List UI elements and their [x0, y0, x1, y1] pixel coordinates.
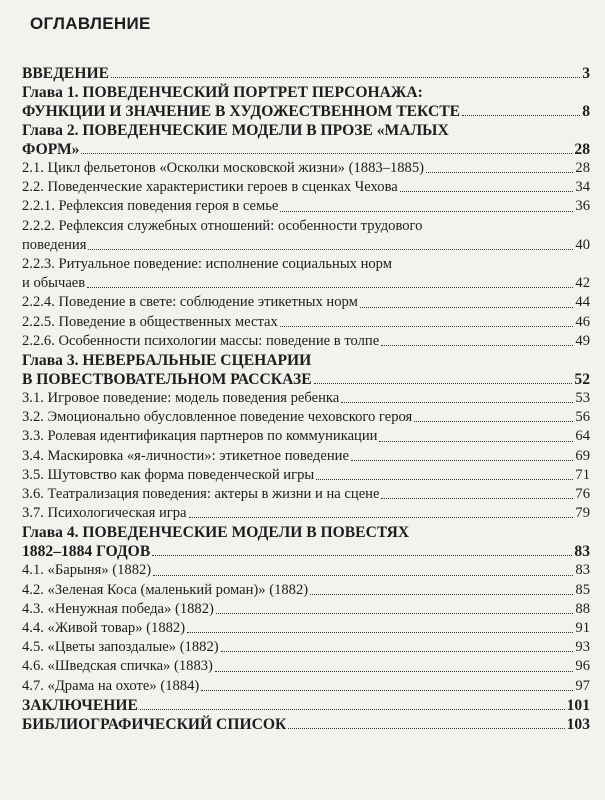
dot-leader — [81, 153, 572, 154]
toc-section-entry — [22, 619, 590, 638]
dot-leader — [88, 249, 573, 250]
toc-chapter-entry — [22, 121, 590, 159]
toc-entry-title: ФОРМ» — [22, 141, 80, 158]
toc-entry-line: 2.2.3. Ритуальное поведение: исполнение социальных норм — [22, 256, 392, 273]
toc-entry-title: 2.2.1. Рефлексия поведения героя в семье — [22, 198, 279, 215]
dot-leader — [414, 421, 573, 422]
dot-leader — [140, 709, 565, 710]
toc-section-entry — [22, 197, 590, 216]
toc-page-number: 46 — [575, 313, 590, 330]
toc-entry-line: 2.2.2. Рефлексия служебных отношений: особенности трудового — [22, 217, 423, 234]
toc-section-entry — [22, 217, 590, 255]
toc-section-entry — [22, 427, 590, 446]
toc-page-number: 44 — [575, 294, 590, 311]
toc-section-entry — [22, 504, 590, 523]
toc-page-number: 34 — [575, 179, 590, 196]
toc-entry-title: 4.6. «Шведская спичка» (1883) — [22, 658, 213, 675]
toc-entry-line: Глава 4. ПОВЕДЕНЧЕСКИЕ МОДЕЛИ В ПОВЕСТЯХ — [22, 524, 410, 542]
toc-section-entry — [22, 255, 590, 293]
toc-entry-title: ФУНКЦИИ И ЗНАЧЕНИЕ В ХУДОЖЕСТВЕННОМ ТЕКСТЕ — [22, 103, 461, 120]
toc-section-entry — [22, 638, 590, 657]
toc-page-number: 91 — [575, 620, 590, 637]
dot-leader — [152, 555, 572, 556]
toc-page-number: 3 — [582, 65, 590, 82]
dot-leader — [221, 651, 574, 652]
toc-page-number: 52 — [574, 371, 590, 389]
dot-leader — [426, 172, 573, 173]
toc-entry-title: 2.1. Цикл фельетонов «Осколки московской жизни» (1883–1885) — [22, 160, 425, 176]
toc-entry-title: 3.5. Шутовство как форма поведенческой игры — [22, 466, 315, 483]
toc-section-entry — [22, 178, 590, 197]
dot-leader — [201, 690, 573, 691]
toc-page-number: 28 — [575, 160, 590, 176]
dot-leader — [462, 115, 580, 116]
toc-entry-title: 4.7. «Драма на охоте» (1884) — [22, 677, 200, 694]
toc-page-number: 40 — [575, 236, 590, 253]
dot-leader — [189, 517, 574, 518]
toc-page-number: 42 — [575, 275, 590, 292]
toc-chapter-entry — [22, 351, 590, 389]
dot-leader — [400, 191, 574, 192]
page-title: ОГЛАВЛЕНИЕ — [30, 14, 151, 33]
toc-page-number: 93 — [575, 639, 590, 656]
toc-entry-title: 2.2.4. Поведение в свете: соблюдение этикетных норм — [22, 294, 358, 311]
toc-section-entry — [22, 581, 590, 600]
toc-page-number: 69 — [575, 447, 590, 464]
toc-entry-title: В ПОВЕСТВОВАТЕЛЬНОМ РАССКАЗЕ — [22, 371, 312, 389]
toc-chapter-entry — [22, 523, 590, 561]
dot-leader — [216, 613, 574, 614]
dot-leader — [379, 441, 573, 442]
toc-chapter-entry — [22, 64, 590, 83]
table-of-contents — [22, 64, 590, 734]
dot-leader — [215, 671, 574, 672]
toc-entry-title: 3.4. Маскировка «я-личности»: этикетное поведение — [22, 447, 349, 464]
toc-section-entry — [22, 485, 590, 504]
toc-page-number: 83 — [574, 543, 590, 561]
toc-section-entry — [22, 293, 590, 312]
dot-leader — [111, 77, 580, 78]
toc-page-number: 85 — [575, 581, 590, 598]
toc-section-entry — [22, 332, 590, 351]
dot-leader — [314, 383, 573, 384]
dot-leader — [381, 498, 573, 499]
toc-section-entry — [22, 600, 590, 619]
dot-leader — [153, 575, 573, 576]
toc-page-number: 8 — [582, 103, 590, 120]
toc-entry-title: 4.2. «Зеленая Коса (маленький роман)» (1882) — [22, 581, 309, 598]
dot-leader — [316, 479, 573, 480]
toc-section-entry — [22, 466, 590, 485]
toc-entry-title: 2.2.5. Поведение в общественных местах — [22, 313, 278, 330]
toc-chapter-entry — [22, 696, 590, 715]
toc-entry-title: поведения — [22, 236, 87, 253]
toc-page-number: 76 — [575, 486, 590, 503]
toc-entry-title: 3.3. Ролевая идентификация партнеров по коммуникации — [22, 428, 378, 445]
dot-leader — [381, 345, 573, 346]
toc-section-entry — [22, 389, 590, 408]
toc-entry-title: ЗАКЛЮЧЕНИЕ — [22, 696, 138, 714]
toc-page-number: 97 — [575, 677, 590, 694]
toc-section-entry — [22, 447, 590, 466]
toc-page-number: 88 — [575, 600, 590, 617]
toc-page-number: 53 — [575, 390, 590, 407]
toc-entry-title: 3.7. Психологическая игра — [22, 505, 187, 522]
toc-page-number: 49 — [575, 332, 590, 349]
dot-leader — [87, 287, 573, 288]
toc-page-number: 103 — [566, 715, 590, 733]
toc-entry-title: 1882–1884 ГОДОВ — [22, 543, 151, 561]
toc-entry-title: 4.4. «Живой товар» (1882) — [22, 620, 186, 637]
toc-page-number: 71 — [575, 466, 590, 483]
toc-entry-title: ВВЕДЕНИЕ — [22, 65, 109, 82]
toc-section-entry — [22, 677, 590, 696]
toc-entry-title: 2.2. Поведенческие характеристики героев в сценках Чехова — [22, 179, 398, 196]
toc-entry-title: 4.5. «Цветы запоздалые» (1882) — [22, 639, 219, 656]
toc-section-entry — [22, 159, 590, 178]
toc-page-number: 96 — [575, 658, 590, 675]
dot-leader — [280, 326, 574, 327]
toc-section-entry — [22, 561, 590, 580]
toc-page-number: 79 — [575, 505, 590, 522]
toc-page-number: 28 — [574, 141, 590, 158]
dot-leader — [341, 402, 573, 403]
toc-section-entry — [22, 408, 590, 427]
dot-leader — [187, 632, 573, 633]
toc-page-number: 101 — [566, 696, 590, 714]
toc-entry-title: 2.2.6. Особенности психологии массы: поведение в толпе — [22, 332, 380, 349]
toc-entry-line: Глава 3. НЕВЕРБАЛЬНЫЕ СЦЕНАРИИ — [22, 352, 312, 370]
dot-leader — [288, 728, 564, 729]
toc-section-entry — [22, 313, 590, 332]
toc-entry-title: 3.1. Игровое поведение: модель поведения ребенка — [22, 390, 340, 407]
dot-leader — [310, 594, 573, 595]
toc-chapter-entry — [22, 83, 590, 121]
toc-entry-title: и обычаев — [22, 275, 86, 292]
toc-entry-title: 3.2. Эмоционально обусловленное поведение чеховского героя — [22, 409, 413, 426]
toc-entry-line: Глава 2. ПОВЕДЕНЧЕСКИЕ МОДЕЛИ В ПРОЗЕ «МАЛЫХ — [22, 122, 449, 139]
toc-page-number: 83 — [575, 562, 590, 579]
toc-entry-title: БИБЛИОГРАФИЧЕСКИЙ СПИСОК — [22, 715, 287, 733]
toc-entry-title: 4.1. «Барыня» (1882) — [22, 562, 152, 579]
toc-entry-title: 3.6. Театрализация поведения: актеры в жизни и на сцене — [22, 486, 380, 503]
dot-leader — [360, 307, 574, 308]
toc-entry-title: 4.3. «Ненужная победа» (1882) — [22, 600, 214, 617]
toc-page-number: 56 — [575, 409, 590, 426]
dot-leader — [351, 460, 573, 461]
toc-entry-line: Глава 1. ПОВЕДЕНЧЕСКИЙ ПОРТРЕТ ПЕРСОНАЖА: — [22, 84, 423, 101]
toc-chapter-entry — [22, 715, 590, 734]
toc-section-entry — [22, 657, 590, 676]
dot-leader — [280, 211, 573, 212]
toc-page-number: 64 — [575, 428, 590, 445]
toc-page-number: 36 — [575, 198, 590, 215]
